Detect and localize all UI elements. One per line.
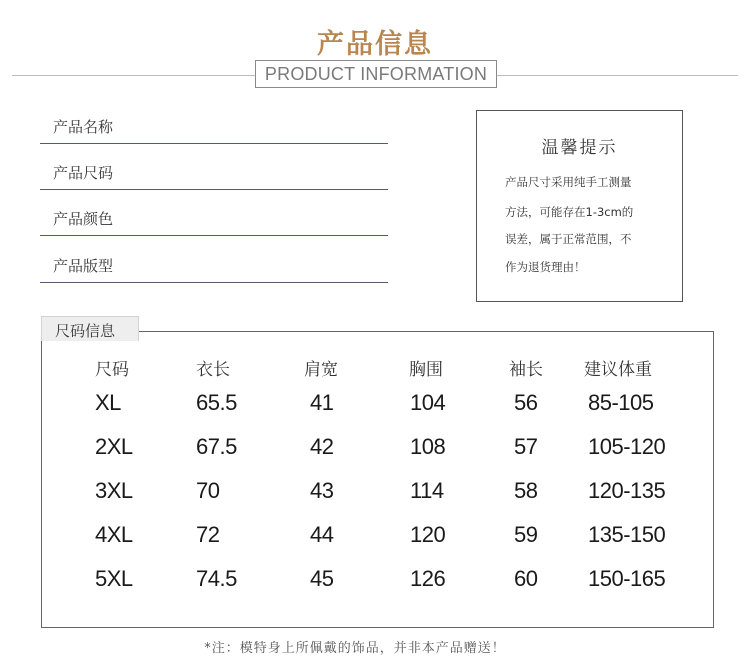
table-cell: 42 bbox=[310, 434, 334, 459]
footer-note: *注：模特身上所佩戴的饰品，并非本产品赠送！ bbox=[204, 641, 506, 656]
tip-title: 温馨提示 bbox=[541, 138, 618, 158]
table-cell: 45 bbox=[310, 566, 334, 591]
tip-line: 产品尺寸采用纯手工测量 bbox=[505, 175, 632, 189]
table-cell: 4XL bbox=[95, 522, 133, 547]
size-tab-label: 尺码信息 bbox=[55, 322, 116, 340]
table-cell: 59 bbox=[514, 522, 538, 547]
table-cell: 41 bbox=[310, 390, 334, 415]
tip-line: 误差，属于正常范围，不 bbox=[505, 232, 632, 246]
table-cell: 5XL bbox=[95, 566, 133, 591]
table-cell: 105-120 bbox=[588, 434, 666, 459]
table-cell: XL bbox=[95, 390, 121, 415]
table-cell: 135-150 bbox=[588, 522, 666, 547]
table-cell: 126 bbox=[410, 566, 446, 591]
title-divider-right bbox=[497, 75, 738, 76]
table-cell: 120-135 bbox=[588, 478, 666, 503]
page-title: 产品信息 bbox=[317, 29, 433, 60]
info-label-name: 产品名称 bbox=[53, 118, 114, 136]
size-header-chest: 胸围 bbox=[409, 360, 443, 380]
table-cell: 57 bbox=[514, 434, 538, 459]
size-header-length: 衣长 bbox=[196, 360, 230, 380]
table-cell: 72 bbox=[196, 522, 220, 547]
table-cell: 67.5 bbox=[196, 434, 237, 459]
table-cell: 120 bbox=[410, 522, 446, 547]
info-row-color bbox=[40, 205, 388, 236]
table-cell: 60 bbox=[514, 566, 538, 591]
tip-line: 作为退货理由！ bbox=[505, 260, 586, 274]
table-cell: 56 bbox=[514, 390, 538, 415]
title-divider-left bbox=[12, 75, 255, 76]
table-cell: 43 bbox=[310, 478, 334, 503]
table-cell: 65.5 bbox=[196, 390, 237, 415]
table-cell: 150-165 bbox=[588, 566, 666, 591]
table-cell: 2XL bbox=[95, 434, 133, 459]
info-label-color: 产品颜色 bbox=[53, 210, 114, 228]
info-label-fit: 产品版型 bbox=[53, 257, 114, 275]
table-cell: 44 bbox=[310, 522, 334, 547]
info-row-size bbox=[40, 159, 388, 190]
info-row-fit bbox=[40, 252, 388, 283]
table-cell: 74.5 bbox=[196, 566, 237, 591]
tip-box bbox=[476, 110, 683, 302]
info-label-size: 产品尺码 bbox=[53, 164, 114, 182]
size-header-shoulder: 肩宽 bbox=[304, 360, 338, 380]
size-header-weight: 建议体重 bbox=[584, 360, 652, 380]
tip-line: 方法，可能存在1-3cm的 bbox=[505, 205, 634, 219]
size-tab bbox=[41, 316, 139, 341]
table-cell: 85-105 bbox=[588, 390, 654, 415]
info-row-name bbox=[40, 113, 388, 144]
size-header-sleeve: 袖长 bbox=[509, 360, 543, 380]
page-subtitle: PRODUCT INFORMATION bbox=[255, 60, 497, 88]
table-cell: 70 bbox=[196, 478, 220, 503]
table-cell: 104 bbox=[410, 390, 446, 415]
table-cell: 58 bbox=[514, 478, 538, 503]
size-header-size: 尺码 bbox=[95, 360, 129, 380]
table-cell: 3XL bbox=[95, 478, 133, 503]
table-cell: 108 bbox=[410, 434, 446, 459]
table-cell: 114 bbox=[410, 478, 444, 503]
